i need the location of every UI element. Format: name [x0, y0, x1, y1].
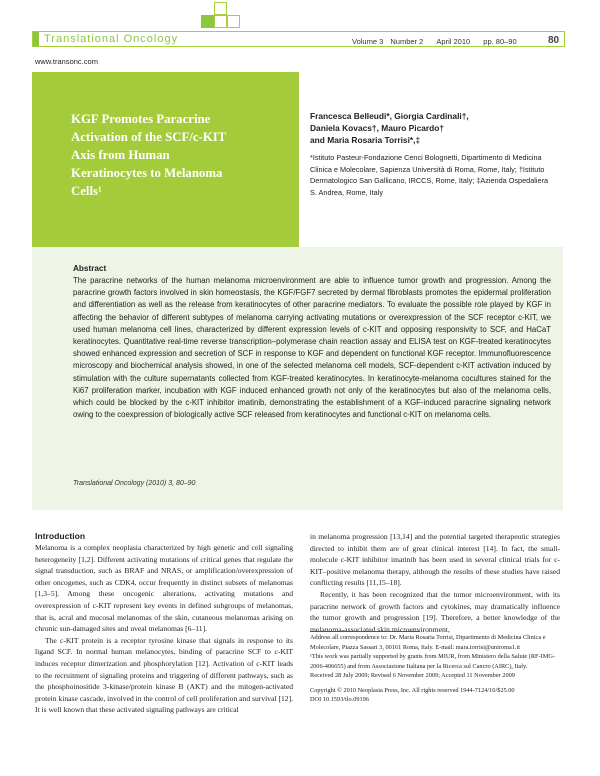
introduction-heading: Introduction	[35, 531, 86, 541]
correspondence-note: Address all correspondence to: Dr. Maria Rosaria Torrisi, Dipartimento di Medicina Clinica e Molecolare, Piazza Sassari 3, 00161 Roma, Italy. E-mail: mara.torrisi@uniroma1.it	[310, 634, 546, 651]
paragraph: The c-KIT protein is a receptor tyrosine kinase that signals in response to its ligand SCF. In normal human melanocytes, binding of paracrine SCF to c-KIT induces receptor dimerization and phosphorylation [12]. Activation of c-KIT leads to the recruitment of signaling proteins and triggering of different pathways, such as the phosphoinositide 3-kinase/protein kinase B (AKT) and the mitogen-activated protein kinase cascade, involved in the control of cell proliferation and survival [12]. It is well known that these activated signaling pathways are critical	[35, 635, 293, 715]
abstract-heading: Abstract	[73, 264, 107, 273]
title-box	[32, 72, 299, 247]
issue-info	[352, 37, 522, 46]
paragraph: Recently, it has been recognized that the tumor microenvironment, with its paracrine network of growth factors and cytokines, may dramatically influence the tumor growth and progression [19]. Therefore, a better knowledge of the melanoma-associated skin microenvironment,	[310, 589, 560, 634]
issue-number: Number 2	[390, 37, 424, 46]
journal-name: Translational Oncology	[44, 33, 179, 45]
body-column-right	[310, 531, 560, 635]
page-range: pp. 80–90	[483, 37, 517, 46]
footnotes	[310, 633, 560, 705]
authors-line: Francesca Belleudi*, Giorgia Cardinali†,	[310, 111, 469, 121]
article-title: KGF Promotes Paracrine Activation of the SCF/c-KIT Axis from Human Keratinocytes to Melanoma Cells¹	[71, 112, 227, 198]
body-column-left	[35, 542, 293, 716]
decorative-square-icon	[201, 15, 214, 28]
paragraph: in melanoma progression [13,14] and the potential targeted therapeutic strategies directed to inhibit them are of great clinical interest [14]. In fact, the small-molecule c-KIT inhibitor imatinib has been used in several clinical trials for c-KIT–positive melanoma therapy, although the results of these studies have raised conflicting results [11,15–18].	[310, 532, 560, 588]
received-dates: Received 28 July 2009; Revised 6 November 2009; Accepted 11 November 2009	[310, 672, 515, 679]
issue-date: April 2010	[436, 37, 471, 46]
footnote-divider	[310, 631, 420, 632]
authors-line: Daniela Kovacs†, Mauro Picardo†	[310, 123, 445, 133]
decorative-square-icon	[214, 2, 227, 15]
decorative-square-icon	[227, 15, 240, 28]
volume: Volume 3	[352, 37, 384, 46]
page-number: 80	[548, 35, 560, 46]
author-list	[310, 110, 550, 146]
copyright-note: Copyright © 2010 Neoplasia Press, Inc. All rights reserved 1944-7124/10/$25.00	[310, 686, 515, 694]
decorative-square-icon	[214, 15, 227, 28]
funding-note: ¹This work was partially supported by grants from MIUR, from Ministero della Salute (RF-IMG-2006-406655) and from Associazione Italiana per la Ricerca sul Cancro (AIRC), Italy.	[310, 653, 555, 670]
authors-line: and Maria Rosaria Torrisi*,‡	[310, 135, 421, 145]
citation: Translational Oncology (2010) 3, 80–90	[73, 480, 196, 487]
abstract-text: The paracrine networks of the human melanoma microenvironment are able to influence tumor growth and progression. Among the paracrine growth factors involved in skin homeostasis, the KGF/FGF7 secreted by dermal fibroblasts promotes the epidermal proliferation and differentiation as well as the release from keratinocytes of other paracrine mediators. To evaluate the possible role played by KGF in affecting the behavior of different subtypes of melanoma carrying activating mutations or overexpression of the SCF receptor c-KIT, we used human melanoma cell lines, characterized by different expression levels of c-KIT and opposing responsivity to SCF, and HaCaT keratinocytes. Quantitative real-time reverse transcription–polymerase chain reaction assay and ELISA test on KGF-treated keratinocytes showed enhanced expression and secretion of SCF in response to KGF and dependent on functional KGF receptor. Immunofluorescence microscopy and biochemical analysis showed, in one of the selected melanoma cell models, SCF-dependent c-KIT activation induced by stimulation with the culture supernatants collected from KGF-treated keratinocytes. In keratinocyte-melanoma cocultures stained for the Ki67 proliferation marker, incubation with KGF induced enhanced growth not only of the keratinocytes but also of the melanoma cells, which could be blocked by the c-KIT inhibitor imatinib, demonstrating the establishment of a KGF-induced paracrine signaling network owing to the coexpression of biologically active SCF released from keratinocytes and functional c-KIT on melanoma cells.	[73, 276, 551, 420]
header-accent-bar	[33, 32, 39, 46]
paragraph: Melanoma is a complex neoplasia characterized by high genetic and cell signaling heterogeneity [1,2]. Different activating mutations of critical genes that regulate the signal transduction, such as BRAF and NRAS, or amplification/overexpression of other oncogenes, such as CDK4, occur frequently in distinct subsets of melanomas [1,3–5]. Among these oncogenic alterations, activating mutations and overexpression of c-KIT represent key events in defined subgroups of melanomas, that is, acral and mucosal melanomas of the skin, cutaneous melanomas arising on chronic sun-damaged sites and uveal melanomas [6–11].	[35, 543, 293, 634]
doi[interactable]: DOI 10.1593/tlo.09196	[310, 696, 369, 703]
journal-url[interactable]: www.transonc.com	[35, 57, 98, 66]
affiliations: *Istituto Pasteur-Fondazione Cenci Bolognetti, Dipartimento di Medicina Clinica e Molecolare, Sapienza Università di Roma, Rome, Italy; †Istituto Dermatologico San Gallicano, IRCCS, Rome, Italy; ‡Azienda Ospedaliera S. Andrea, Rome, Italy	[310, 153, 549, 197]
